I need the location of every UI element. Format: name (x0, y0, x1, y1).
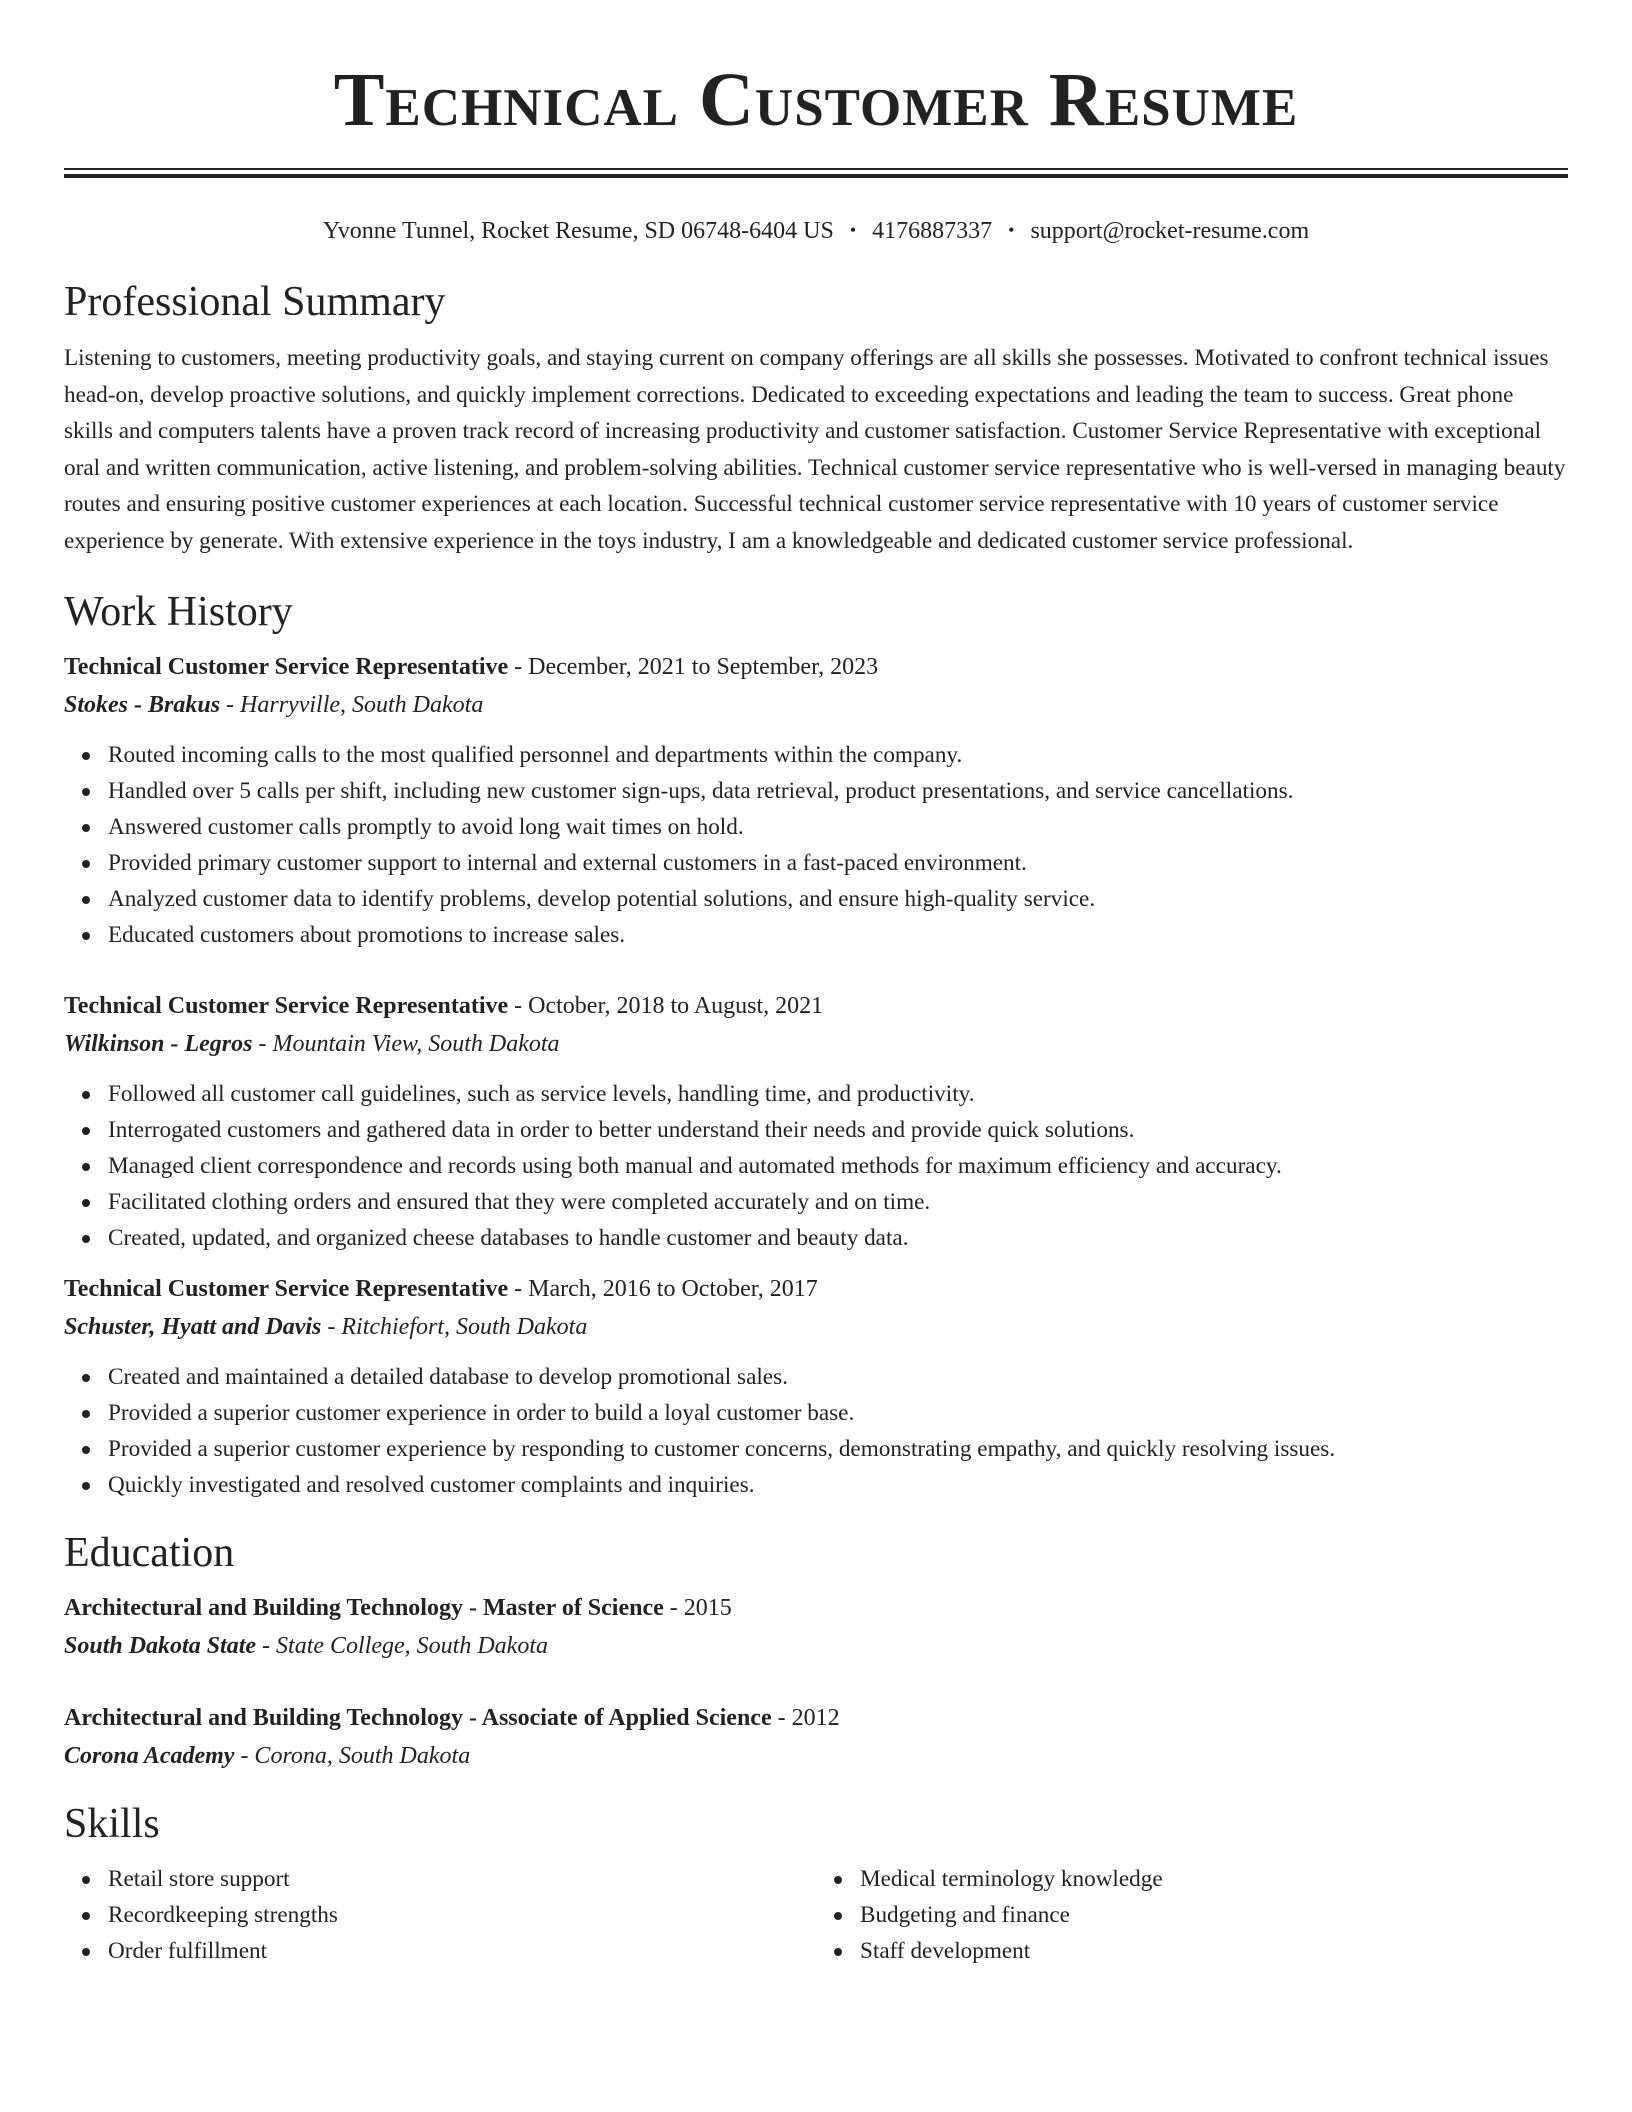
education-degree: Architectural and Building Technology - Master of Science (64, 1595, 664, 1621)
job-title: Technical Customer Service Representative (64, 1276, 509, 1302)
job-dates: - October, 2018 to August, 2021 (508, 993, 824, 1019)
job-title: Technical Customer Service Representative (64, 654, 509, 680)
job-employer (64, 1308, 1568, 1346)
education-heading-line (64, 1589, 1568, 1627)
education-heading: Education (64, 1530, 235, 1576)
job-duty: Created, updated, and organized cheese databases to handle customer and beauty data. (108, 1220, 1568, 1256)
education-degree: Architectural and Building Technology - Associate of Applied Science (64, 1705, 772, 1731)
job-duty: Analyzed customer data to identify problems, develop potential solutions, and ensure high-quality service. (108, 881, 1568, 917)
job-duty: Managed client correspondence and records using both manual and automated methods for maximum efficiency and accuracy. (108, 1148, 1568, 1184)
job-employer (64, 686, 1568, 724)
job-location: - Ritchiefort, South Dakota (321, 1314, 588, 1340)
skill-item: Budgeting and finance (860, 1897, 1568, 1933)
skill-item: Staff development (860, 1933, 1568, 1969)
education-location: - Corona, South Dakota (234, 1743, 471, 1769)
job-duty: Answered customer calls promptly to avoid long wait times on hold. (108, 809, 1568, 845)
contact-phone: 4176887337 (872, 218, 993, 244)
education-school: South Dakota State (64, 1633, 257, 1659)
job-duties (64, 1359, 1568, 1503)
job-duty: Routed incoming calls to the most qualified personnel and departments within the company. (108, 737, 1568, 773)
job-heading (64, 987, 1568, 1025)
job-duty: Interrogated customers and gathered data in order to better understand their needs and provide quick solutions. (108, 1112, 1568, 1148)
education-school-line (64, 1627, 1568, 1665)
skills-heading: Skills (64, 1801, 160, 1847)
skill-item: Order fulfillment (108, 1933, 816, 1969)
job-duty: Provided a superior customer experience in order to build a loyal customer base. (108, 1395, 1568, 1431)
job-duty: Handled over 5 calls per shift, including new customer sign-ups, data retrieval, product presentations, and service cancellations. (108, 773, 1568, 809)
contact-separator: • (849, 220, 857, 240)
education-school-line (64, 1737, 1568, 1775)
skills-column-left (64, 1861, 816, 1969)
job-duty: Educated customers about promotions to increase sales. (108, 917, 1568, 953)
job-duty: Facilitated clothing orders and ensured that they were completed accurately and on time. (108, 1184, 1568, 1220)
title-divider (64, 168, 1568, 178)
education-entry (64, 1589, 1568, 1665)
contact-address: Yvonne Tunnel, Rocket Resume, SD 06748-6404 US (322, 218, 834, 244)
job-duty: Created and maintained a detailed database to develop promotional sales. (108, 1359, 1568, 1395)
skills-column-right (816, 1861, 1568, 1969)
contact-email[interactable]: support@rocket-resume.com (1030, 218, 1310, 244)
job-employer (64, 1025, 1568, 1063)
skill-item: Retail store support (108, 1861, 816, 1897)
education-heading-line (64, 1699, 1568, 1737)
education-entry (64, 1699, 1568, 1775)
contact-separator: • (1008, 220, 1015, 240)
job-title: Technical Customer Service Representative (64, 993, 509, 1019)
job-company: Wilkinson - Legros (64, 1031, 253, 1057)
education-year: - 2015 (663, 1595, 732, 1621)
resume-title: Technical Customer Resume (333, 58, 1299, 142)
work-history-heading: Work History (64, 589, 293, 635)
job-heading (64, 648, 1568, 686)
education-year: - 2012 (771, 1705, 840, 1731)
summary-text: Listening to customers, meeting productivity goals, and staying current on company offerings are all skills she possesses. Motivated to confront technical issues head-on, develop proactive solutions, and quickly implement corrections. Dedicated to exceeding expectations and leading the team to success. Great phone skills and computers talents have a proven track record of increasing productivity and customer satisfaction. Customer Service Representative with exceptional oral and written communication, active listening, and problem-solving abilities. Technical customer service representative who is well-versed in managing beauty routes and ensuring positive customer experiences at each location. Successful technical customer service representative with 10 years of customer service experience by generate. With extensive experience in the toys industry, I am a knowledgeable and dedicated customer service professional. (64, 345, 1566, 554)
job-duty: Followed all customer call guidelines, such as service levels, handling time, and productivity. (108, 1076, 1568, 1112)
education-school: Corona Academy (64, 1743, 235, 1769)
job-duties (64, 1076, 1568, 1256)
skill-item: Medical terminology knowledge (860, 1861, 1568, 1897)
job-duties (64, 737, 1568, 953)
job-entry (64, 648, 1568, 953)
summary-heading: Professional Summary (64, 279, 446, 325)
job-company: Schuster, Hyatt and Davis (64, 1314, 322, 1340)
job-entry (64, 987, 1568, 1256)
job-entry (64, 1270, 1568, 1503)
job-location: - Mountain View, South Dakota (252, 1031, 560, 1057)
job-company: Stokes - Brakus (64, 692, 221, 718)
job-dates: - December, 2021 to September, 2023 (508, 654, 879, 680)
education-location: - State College, South Dakota (256, 1633, 548, 1659)
job-duty: Provided primary customer support to internal and external customers in a fast-paced environment. (108, 845, 1568, 881)
job-heading (64, 1270, 1568, 1308)
skills-list (64, 1861, 1568, 1969)
job-dates: - March, 2016 to October, 2017 (508, 1276, 818, 1302)
job-location: - Harryville, South Dakota (220, 692, 484, 718)
job-duty: Quickly investigated and resolved customer complaints and inquiries. (108, 1467, 1568, 1503)
job-duty: Provided a superior customer experience by responding to customer concerns, demonstrating empathy, and quickly resolving issues. (108, 1431, 1568, 1467)
skill-item: Recordkeeping strengths (108, 1897, 816, 1933)
contact-line (64, 215, 1568, 246)
